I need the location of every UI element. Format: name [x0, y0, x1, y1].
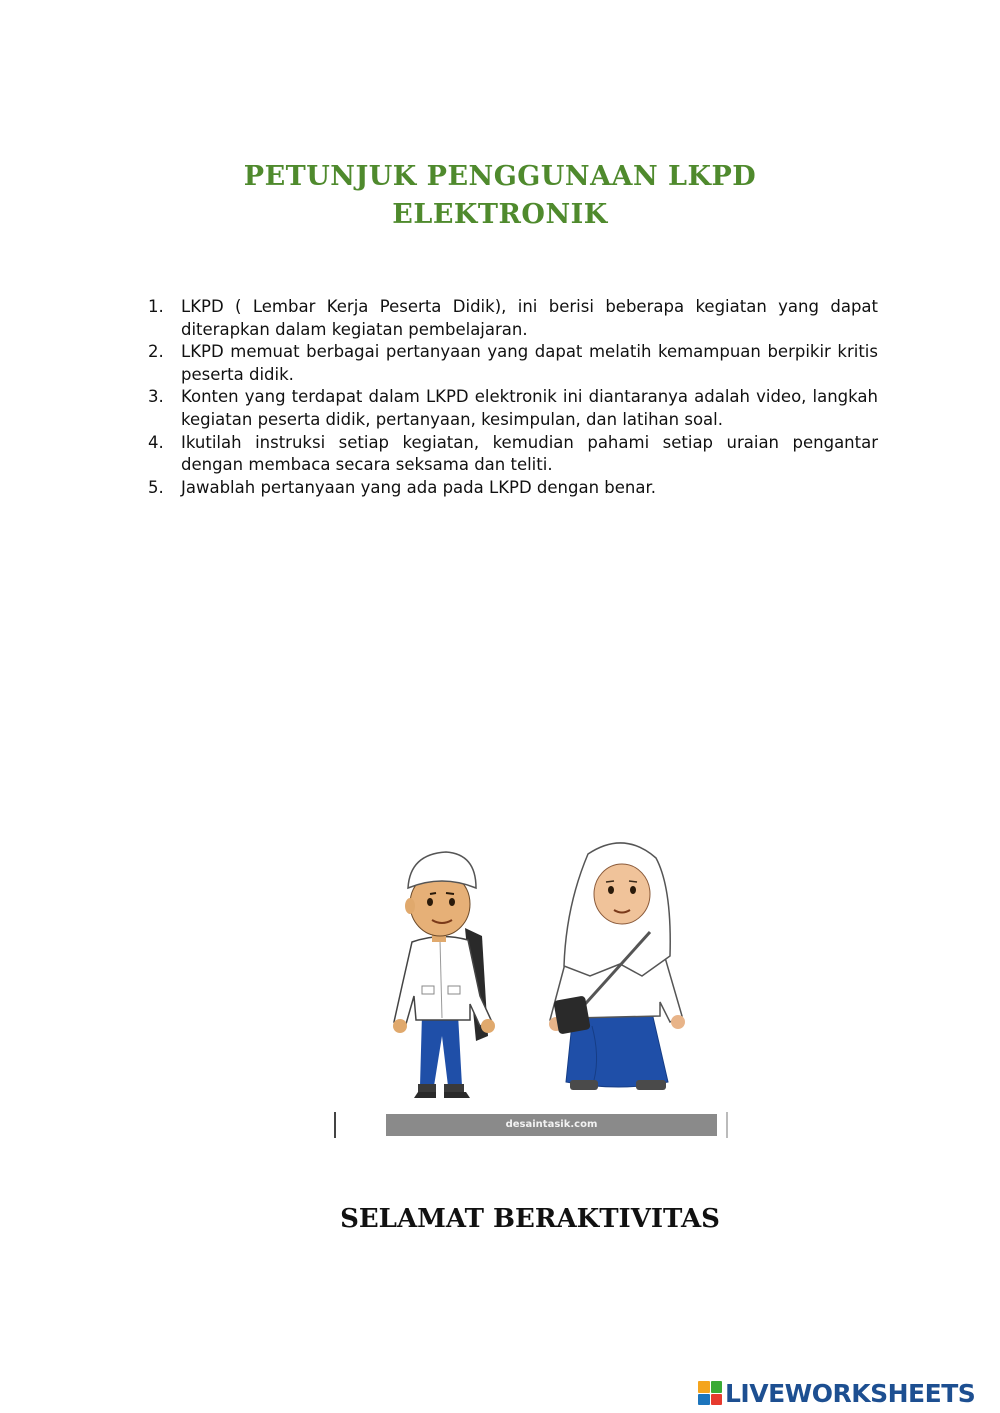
- list-item-number: 5.: [148, 477, 164, 497]
- logo-square-4: [711, 1394, 723, 1406]
- list-item: [148, 341, 878, 386]
- illustration-credit: desaintasik.com: [386, 1114, 717, 1136]
- liveworksheets-icon: [698, 1381, 722, 1405]
- list-item-number: 3.: [148, 387, 164, 407]
- brand-name: LIVEWORKSHEETS: [725, 1378, 976, 1408]
- list-item-text: Ikutilah instruksi setiap kegiatan, kemudian pahami setiap uraian pengantar dengan membaca secara seksama dan teliti.: [181, 432, 878, 475]
- girl-figure: [549, 843, 685, 1090]
- list-item-number: 4.: [148, 432, 164, 452]
- list-item: [148, 477, 878, 500]
- logo-square-3: [698, 1394, 710, 1406]
- instruction-list: [148, 296, 878, 499]
- footer-message: SELAMAT BERAKTIVITAS: [340, 1204, 720, 1234]
- page-title: [0, 158, 1000, 234]
- list-item-text: LKPD ( Lembar Kerja Peserta Didik), ini berisi beberapa kegiatan yang dapat diterapkan dalam kegiatan pembelajaran.: [181, 297, 878, 339]
- list-item-text: Konten yang terdapat dalam LKPD elektronik ini diantaranya adalah video, langkah kegiatan peserta didik, pertanyaan, kesimpulan, dan latihan soal.: [181, 387, 878, 429]
- title-line-2: ELEKTRONIK: [392, 199, 608, 230]
- logo-square-2: [711, 1381, 723, 1393]
- logo-square-1: [698, 1381, 710, 1393]
- liveworksheets-logo[interactable]: [698, 1378, 975, 1408]
- list-item: [148, 296, 878, 341]
- boy-figure: [393, 852, 495, 1098]
- list-item: [148, 386, 878, 431]
- list-item-text: Jawablah pertanyaan yang ada pada LKPD dengan benar.: [181, 477, 656, 497]
- list-item-text: LKPD memuat berbagai pertanyaan yang dapat melatih kemampuan berpikir kritis peserta didik.: [181, 342, 878, 384]
- title-line-1: PETUNJUK PENGGUNAAN LKPD: [243, 161, 757, 192]
- list-item-number: 1.: [148, 297, 164, 316]
- divider-right: [726, 1112, 728, 1138]
- list-item-number: 2.: [148, 342, 164, 362]
- students-illustration: [330, 836, 730, 1140]
- divider-left: [334, 1112, 336, 1138]
- list-item: [148, 432, 878, 477]
